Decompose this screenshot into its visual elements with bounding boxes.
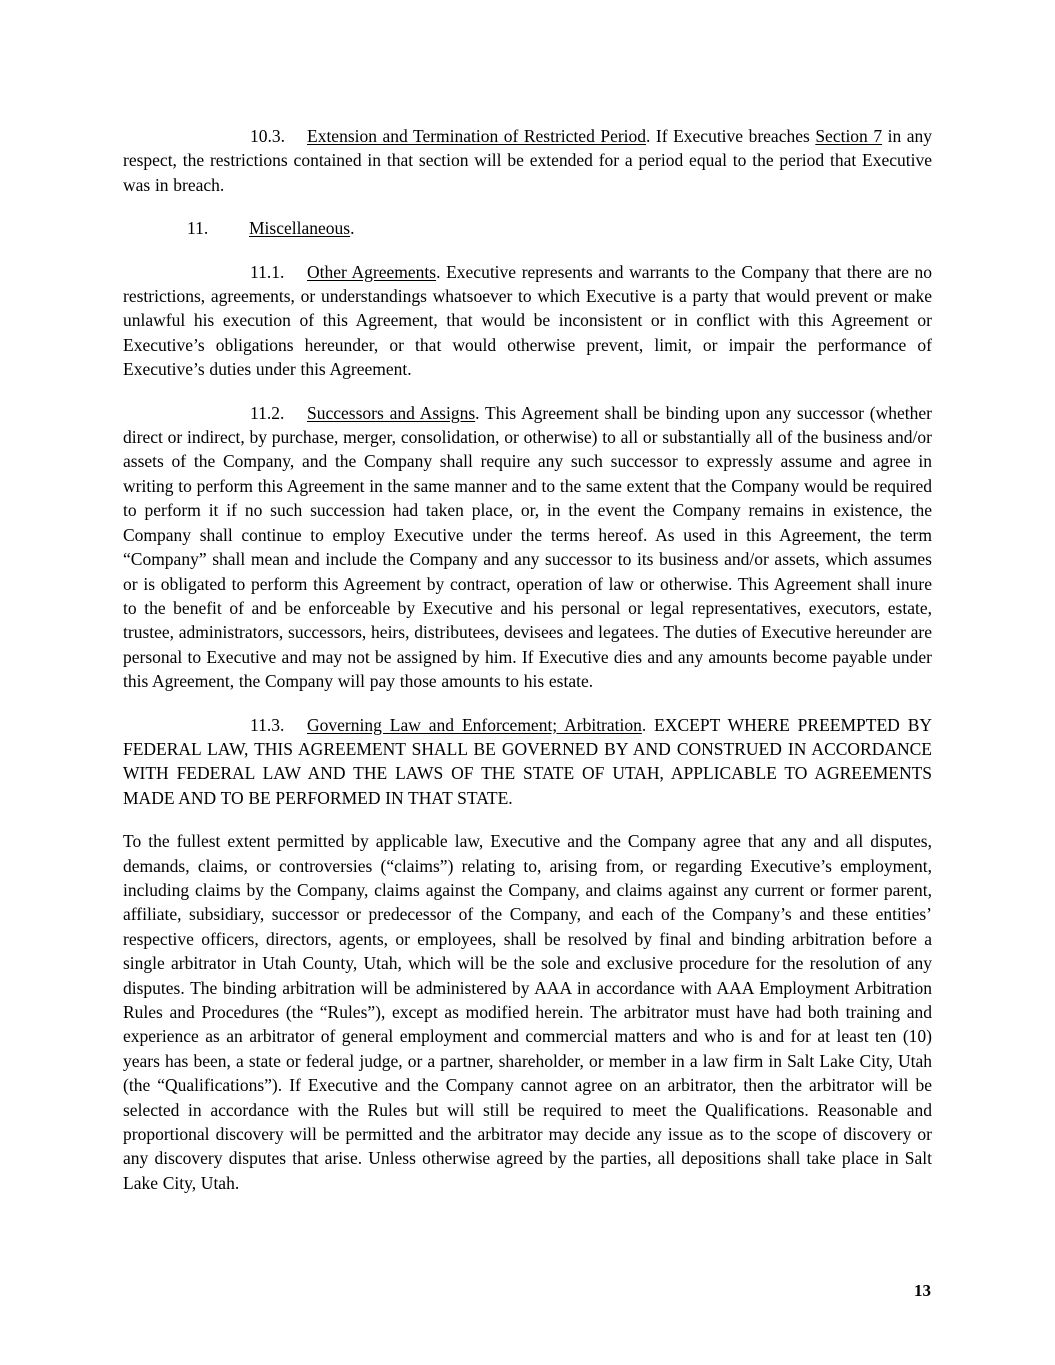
section-number-10-3: 10.3. bbox=[250, 126, 285, 146]
document-body bbox=[123, 124, 932, 1214]
section-text-11: . bbox=[350, 218, 355, 239]
section-number-11-1: 11.1. bbox=[250, 261, 285, 282]
section-heading-10-3: Extension and Termination of Restricted Period bbox=[307, 126, 647, 146]
arbitration-paragraph bbox=[123, 829, 932, 1195]
section-heading-11-1: Other Agreements bbox=[307, 261, 437, 282]
section-number-11: 11. bbox=[187, 218, 209, 239]
section-heading-11: Miscellaneous bbox=[249, 218, 351, 239]
section-paragraph-11-3 bbox=[123, 713, 932, 811]
section-text-11-1: . Executive represents and warrants to the Company that there are no restrictions, agreements, or understandings whatsoever to which Executive is a party that would prevent or make unlawful his execution of this Agreement, that would be inconsistent or in conflict with this Agreement or Executive’s obligations hereunder, or that would otherwise prevent, limit, or impair the performance of Executive’s duties under this Agreement. bbox=[123, 261, 932, 380]
section-paragraph-11-2 bbox=[123, 401, 932, 694]
section-text-11-2: . This Agreement shall be binding upon any successor (whether direct or indirect, by purchase, merger, consolidation, or otherwise) to all or substantially all of the business and/or assets of the Company, and the Company shall require any such successor to expressly assume and agree in writing to perform this Agreement in the same manner and to the same extent that the Company would be required to perform it if no such succession had taken place, or, in the event the Company remains in existence, the Company shall continue to employ Executive under the terms hereof. As used in this Agreement, the term “Company” shall mean and include the Company and any successor to its business and/or assets, which assumes or is obligated to perform this Agreement by contract, operation of law or otherwise. This Agreement shall inure to the benefit of and be enforceable by Executive and his personal or legal representatives, executors, estate, trustee, administrators, successors, heirs, distributees, devisees and legatees. The duties of Executive hereunder are personal to Executive and may not be assigned by him. If Executive dies and any amounts become payable under this Agreement, the Company will pay those amounts to his estate. bbox=[123, 402, 933, 692]
section-heading-11-2: Successors and Assigns bbox=[307, 402, 476, 423]
section-paragraph-10-3 bbox=[123, 124, 932, 197]
section-number-11-3: 11.3. bbox=[250, 714, 285, 735]
section-paragraph-11 bbox=[123, 216, 932, 240]
section-number-11-2: 11.2. bbox=[250, 402, 285, 423]
section-7-reference: Section 7 bbox=[815, 126, 883, 146]
arbitration-paragraph-text: To the fullest extent permitted by applicable law, Executive and the Company agree that any and all disputes, demands, claims, or controversies (“claims”) relating to, arising from, or regarding Executive’s employment, including claims by the Company, claims against the Company, and claims against any current or former parent, affiliate, subsidiary, successor or predecessor of the Company, and each of the Company’s and these entities’ respective officers, directors, agents, or employees, shall be resolved by final and binding arbitration before a single arbitrator in Utah County, Utah, which will be the sole and exclusive procedure for the resolution of any disputes. The binding arbitration will be administered by AAA in accordance with AAA Employment Arbitration Rules and Procedures (the “Rules”), except as modified herein. The arbitrator must have had both training and experience as an arbitrator of general employment and commercial matters and who is and for at least ten (10) years has been, a state or federal judge, or a partner, shareholder, or member in a law firm in Salt Lake City, Utah (the “Qualifications”). If Executive and the Company cannot agree on an arbitrator, then the arbitrator will be selected in accordance with the Rules but will still be required to meet the Qualifications. Reasonable and proportional discovery will be permitted and the arbitrator may decide any issue as to the scope of discovery or any discovery disputes that arise. Unless otherwise agreed by the parties, all depositions shall take place in Salt Lake City, Utah. bbox=[123, 831, 932, 1193]
section-heading-11-3: Governing Law and Enforcement; Arbitration bbox=[307, 714, 642, 735]
section-paragraph-11-1 bbox=[123, 260, 932, 382]
page-number: 13 bbox=[914, 1281, 931, 1300]
section-text-10-3-a: . If Executive breaches bbox=[646, 126, 816, 146]
section-text-10-3-b: in any respect, the restrictions contained in that section will be extended for a period equal to the period that Executive was in breach. bbox=[123, 126, 932, 195]
section-text-11-3: . EXCEPT WHERE PREEMPTED BY FEDERAL LAW, THIS AGREEMENT SHALL BE GOVERNED BY AND CONSTRUED IN ACCORDANCE WITH FEDERAL LAW AND THE LAWS OF THE STATE OF UTAH, APPLICABLE TO AGREEMENTS MADE AND TO BE PERFORMED IN THAT STATE. bbox=[123, 714, 932, 808]
